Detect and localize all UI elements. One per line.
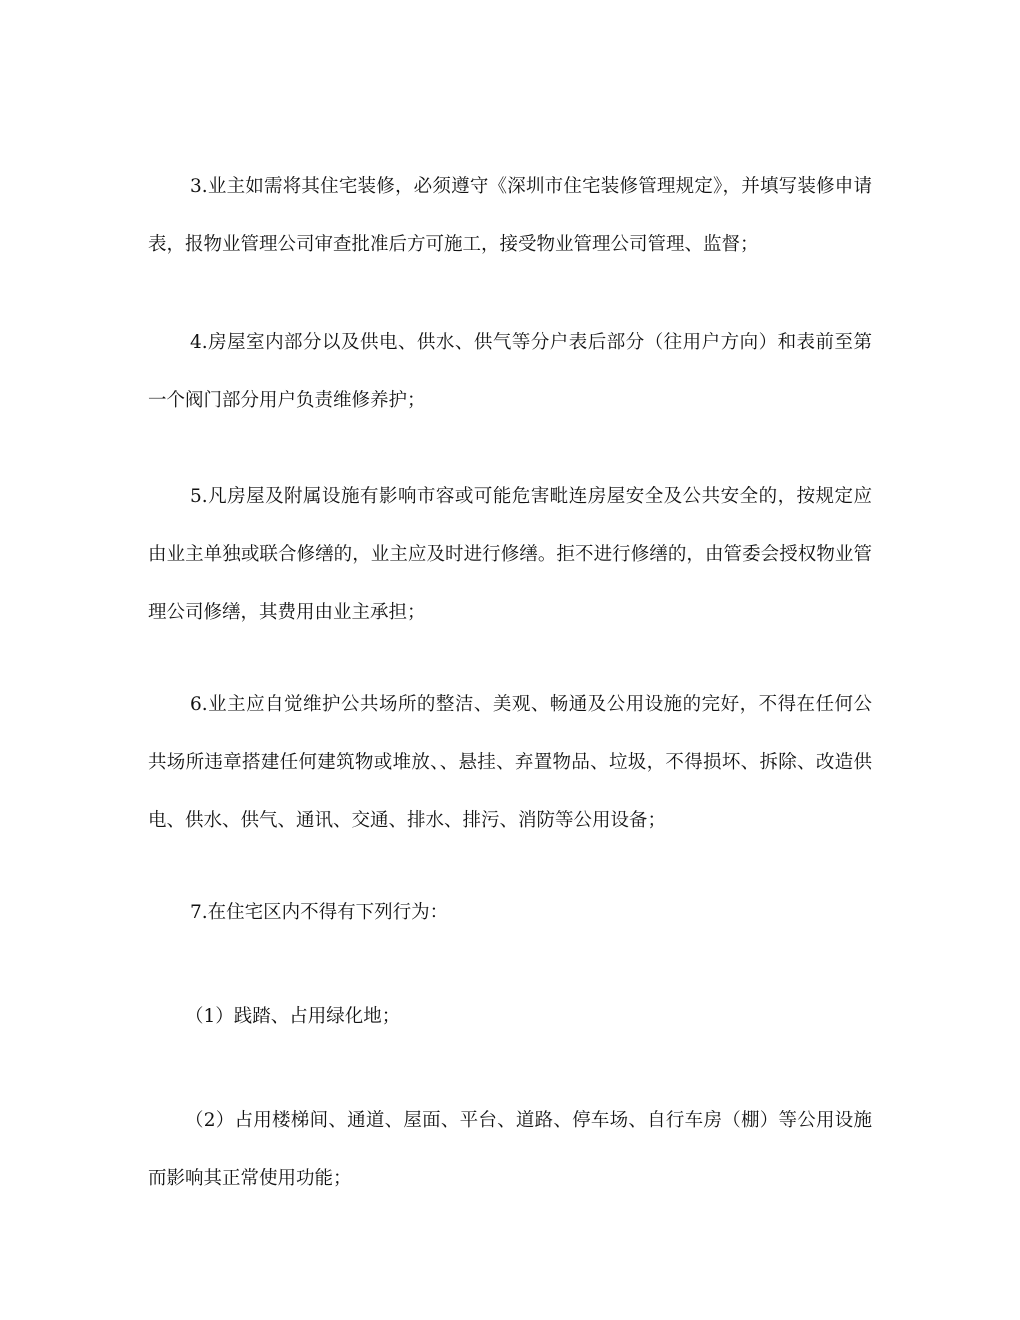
- paragraph-item-6: 6.业主应自觉维护公共场所的整洁、美观、畅通及公用设施的完好，不得在任何公共场所违章搭建任何建筑物或堆放、、悬挂、弃置物品、垃圾，不得损坏、拆除、改造供电、供水、供气、通讯、交通、排水、排污、消防等公用设备；: [148, 694, 872, 831]
- paragraph-item-4: 4.房屋室内部分以及供电、供水、供气等分户表后部分（往用户方向）和表前至第一个阀门部分用户负责维修养护；: [148, 332, 872, 411]
- sub-item-1: （1）践踏、占用绿化地；: [185, 1006, 401, 1027]
- paragraph-item-5: 5.凡房屋及附属设施有影响市容或可能危害毗连房屋安全及公共安全的，按规定应由业主单独或联合修缮的，业主应及时进行修缮。拒不进行修缮的，由管委会授权物业管理公司修缮，其费用由业主承担；: [148, 486, 872, 623]
- paragraph-item-3: 3.业主如需将其住宅装修，必须遵守《深圳市住宅装修管理规定》，并填写装修申请表，报物业管理公司审查批准后方可施工，接受物业管理公司管理、监督；: [148, 176, 872, 255]
- sub-item-2: （2）占用楼梯间、通道、屋面、平台、道路、停车场、自行车房（棚）等公用设施而影响其正常使用功能；: [148, 1110, 872, 1189]
- paragraph-item-7: 7.在住宅区内不得有下列行为：: [190, 902, 449, 923]
